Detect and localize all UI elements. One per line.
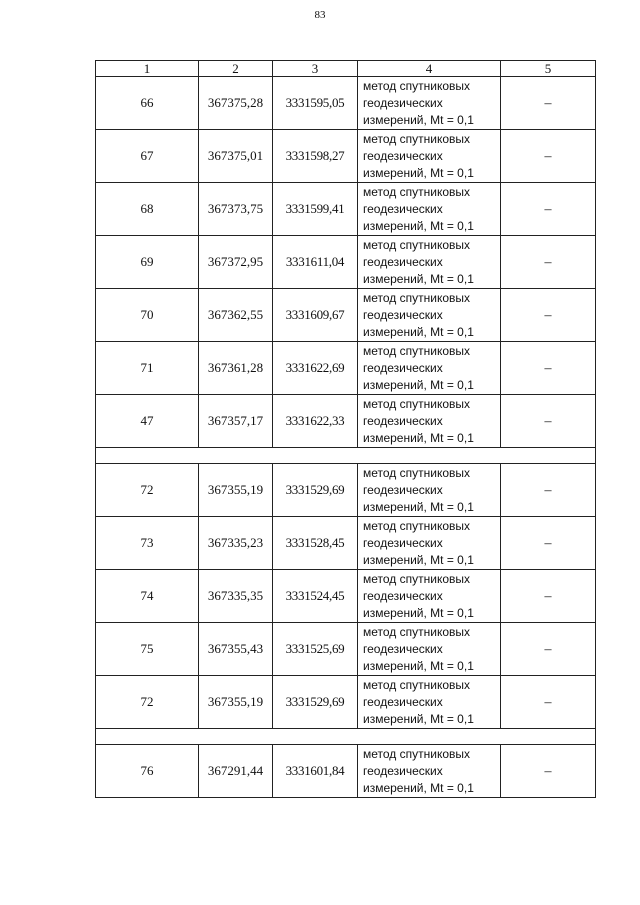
note-cell [501,464,596,517]
x-coordinate-cell: 367372,95 [199,236,273,289]
x-coordinate-cell: 367335,35 [199,570,273,623]
table-row [96,342,596,395]
method-text-line: геодезических [363,360,443,375]
point-number-cell: 69 [96,236,199,289]
method-text-line: измерений, Mt = 0,1 [363,658,474,673]
x-coordinate-cell: 367361,28 [199,342,273,395]
method-text-line: метод спутниковых [363,518,471,533]
method-text-line: метод спутниковых [363,184,471,199]
y-coordinate-cell: 3331599,41 [273,183,358,236]
note-cell [501,745,596,798]
note-cell [501,289,596,342]
header-cell-1: 1 [96,61,199,77]
method-cell [358,77,501,130]
method-text-line: метод спутниковых [363,343,471,358]
method-cell [358,395,501,448]
table-separator-row [96,448,596,464]
note-cell [501,517,596,570]
dash-mark: – [544,307,552,323]
note-cell [501,77,596,130]
method-text-line: измерений, Mt = 0,1 [363,430,474,445]
method-text-line: геодезических [363,413,443,428]
note-cell [501,623,596,676]
method-text-line: измерений, Mt = 0,1 [363,552,474,567]
method-text-line: метод спутниковых [363,237,471,252]
point-number-cell: 70 [96,289,199,342]
point-number-cell: 75 [96,623,199,676]
method-text-line: измерений, Mt = 0,1 [363,711,474,726]
header-row [96,61,596,77]
table-row [96,570,596,623]
method-text-line: геодезических [363,95,443,110]
method-text-line: геодезических [363,694,443,709]
table-row [96,77,596,130]
table-row [96,517,596,570]
point-number-cell: 72 [96,464,199,517]
dash-mark: – [544,201,552,217]
header-cell-5: 5 [501,61,596,77]
y-coordinate-cell: 3331622,69 [273,342,358,395]
method-text-line: геодезических [363,307,443,322]
method-text-line: геодезических [363,763,443,778]
method-cell [358,236,501,289]
header-cell-4: 4 [358,61,501,77]
point-number-cell: 74 [96,570,199,623]
y-coordinate-cell: 3331529,69 [273,464,358,517]
dash-mark: – [544,148,552,164]
y-coordinate-cell: 3331528,45 [273,517,358,570]
table-body [96,77,596,798]
separator-cell [96,729,596,745]
point-number-cell: 71 [96,342,199,395]
header-cell-2: 2 [199,61,273,77]
method-text-line: геодезических [363,535,443,550]
method-cell [358,623,501,676]
header-cell-3: 3 [273,61,358,77]
method-text-line: метод спутниковых [363,290,471,305]
x-coordinate-cell: 367355,19 [199,464,273,517]
dash-mark: – [544,535,552,551]
method-text-line: измерений, Mt = 0,1 [363,271,474,286]
method-text-line: геодезических [363,201,443,216]
method-text-line: измерений, Mt = 0,1 [363,218,474,233]
point-number-cell: 73 [96,517,199,570]
x-coordinate-cell: 367362,55 [199,289,273,342]
table-row [96,623,596,676]
point-number-cell: 67 [96,130,199,183]
method-text-line: измерений, Mt = 0,1 [363,377,474,392]
note-cell [501,570,596,623]
method-text-line: измерений, Mt = 0,1 [363,112,474,127]
table-row [96,676,596,729]
x-coordinate-cell: 367291,44 [199,745,273,798]
dash-mark: – [544,360,552,376]
method-text-line: метод спутниковых [363,396,471,411]
method-text-line: метод спутниковых [363,78,471,93]
method-cell [358,183,501,236]
method-text-line: геодезических [363,254,443,269]
method-cell [358,570,501,623]
method-text-line: измерений, Mt = 0,1 [363,165,474,180]
table-separator-row [96,729,596,745]
point-number-cell: 76 [96,745,199,798]
dash-mark: – [544,482,552,498]
x-coordinate-cell: 367355,43 [199,623,273,676]
table-header [96,61,596,77]
note-cell [501,236,596,289]
x-coordinate-cell: 367335,23 [199,517,273,570]
dash-mark: – [544,588,552,604]
method-text-line: метод спутниковых [363,746,471,761]
method-text-line: метод спутниковых [363,131,471,146]
y-coordinate-cell: 3331529,69 [273,676,358,729]
y-coordinate-cell: 3331525,69 [273,623,358,676]
dash-mark: – [544,95,552,111]
method-text-line: метод спутниковых [363,677,471,692]
table-row [96,130,596,183]
x-coordinate-cell: 367357,17 [199,395,273,448]
dash-mark: – [544,641,552,657]
x-coordinate-cell: 367355,19 [199,676,273,729]
table-row [96,183,596,236]
x-coordinate-cell: 367375,28 [199,77,273,130]
method-text-line: геодезических [363,588,443,603]
method-text-line: измерений, Mt = 0,1 [363,499,474,514]
x-coordinate-cell: 367373,75 [199,183,273,236]
method-cell [358,464,501,517]
note-cell [501,130,596,183]
note-cell [501,342,596,395]
y-coordinate-cell: 3331524,45 [273,570,358,623]
method-cell [358,676,501,729]
coordinates-table [95,60,596,798]
method-text-line: метод спутниковых [363,624,471,639]
note-cell [501,676,596,729]
table-row [96,464,596,517]
x-coordinate-cell: 367375,01 [199,130,273,183]
method-text-line: метод спутниковых [363,571,471,586]
method-cell [358,342,501,395]
note-cell [501,183,596,236]
method-cell [358,517,501,570]
method-text-line: геодезических [363,641,443,656]
table-row [96,236,596,289]
point-number-cell: 72 [96,676,199,729]
method-text-line: измерений, Mt = 0,1 [363,324,474,339]
dash-mark: – [544,694,552,710]
page-number: 83 [314,9,326,21]
method-text-line: геодезических [363,482,443,497]
dash-mark: – [544,763,552,779]
y-coordinate-cell: 3331595,05 [273,77,358,130]
table-row [96,745,596,798]
y-coordinate-cell: 3331622,33 [273,395,358,448]
y-coordinate-cell: 3331611,04 [273,236,358,289]
method-text-line: измерений, Mt = 0,1 [363,780,474,795]
dash-mark: – [544,254,552,270]
point-number-cell: 66 [96,77,199,130]
method-text-line: метод спутниковых [363,465,471,480]
point-number-cell: 68 [96,183,199,236]
method-text-line: геодезических [363,148,443,163]
y-coordinate-cell: 3331598,27 [273,130,358,183]
table-row [96,395,596,448]
method-cell [358,289,501,342]
separator-cell [96,448,596,464]
y-coordinate-cell: 3331601,84 [273,745,358,798]
table-row [96,289,596,342]
note-cell [501,395,596,448]
method-cell [358,130,501,183]
method-text-line: измерений, Mt = 0,1 [363,605,474,620]
dash-mark: – [544,413,552,429]
method-cell [358,745,501,798]
point-number-cell: 47 [96,395,199,448]
y-coordinate-cell: 3331609,67 [273,289,358,342]
